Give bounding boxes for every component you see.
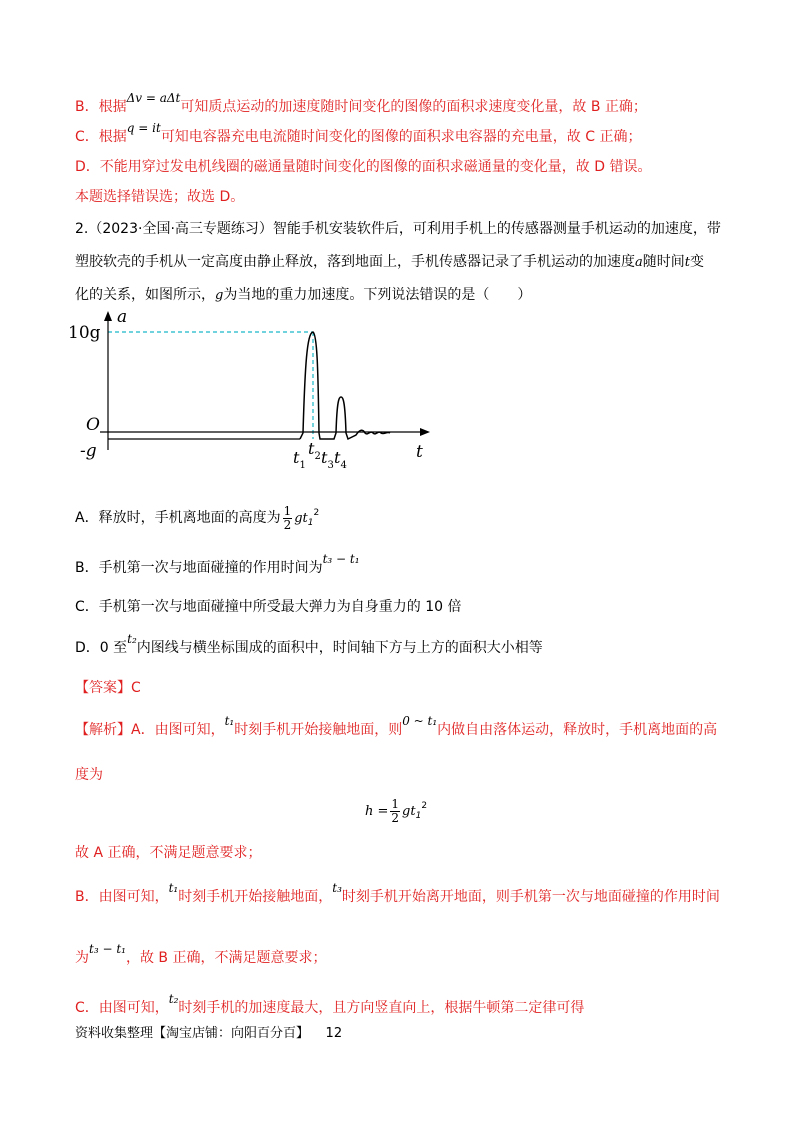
question-line-2: 塑胶软壳的手机从一定高度由静止释放，落到地面上，手机传感器记录了手机运动的加速度a随时间t变 (75, 254, 704, 270)
formula-t3-t1: t₃ − t₁ (322, 552, 360, 566)
equation-height: h = $\frac{1}{2}$ $gt_1^2$ (365, 796, 428, 825)
answer-label: 【答案】C (75, 680, 141, 696)
y-axis-arrow (104, 311, 112, 321)
x-axis-arrow (420, 428, 430, 436)
fraction: $\frac{1}{2}$ (283, 503, 292, 532)
page-number: 12 (325, 1026, 343, 1041)
analysis-c-line-1: C．由图可知，t₂时刻手机的加速度最大，且方向竖直向上，根据牛顿第二定律可得 (75, 992, 585, 1016)
tick-t2: $t_2$ (308, 439, 321, 462)
solution-c: C．根据q = it可知电容器充电电流随时间变化的图像的面积求电容器的充电量，故 C 正确； (75, 121, 642, 145)
solution-b: B．根据Δv = aΔt可知质点运动的加速度随时间变化的图像的面积求速度变化量，故 B 正确； (75, 91, 647, 115)
formula-t2: t₂ (127, 632, 137, 646)
solution-conclusion: 本题选择错误选；故选 D。 (75, 189, 245, 205)
y-axis-label: a (117, 307, 128, 327)
tick-t3: $t_3$ (321, 448, 334, 471)
question-line-1: 2.（2023·全国·高三专题练习）智能手机安装软件后，可利用手机上的传感器测量手机运动的加速度，带 (75, 221, 721, 237)
tick-t1: $t_1$ (293, 448, 306, 471)
question-line-3: 化的关系，如图所示，g为当地的重力加速度。下列说法错误的是（ ） (75, 287, 532, 303)
option-a: A．释放时，手机离地面的高度为 $\frac{1}{2}$ $gt_1^2$ (75, 503, 320, 532)
option-d: D．0 至t₂内图线与横坐标围成的面积中，时间轴下方与上方的面积大小相等 (75, 632, 543, 656)
formula-q: q = it (126, 121, 161, 135)
footer-text: 资料收集整理【淘宝店铺：向阳百分百】 (75, 1026, 310, 1041)
analysis-b-line-1: B．由图可知，t₁时刻手机开始接触地面，t₃时刻手机开始离开地面，则手机第一次与地面碰撞的作用时间 (75, 881, 720, 905)
solution-d: D．不能用穿过发电机线圈的磁通量随时间变化的图像的面积求磁通量的变化量，故 D 错误。 (75, 159, 652, 175)
option-b: B．手机第一次与地面碰撞的作用时间为t₃ − t₁ (75, 552, 360, 576)
analysis-b-line-2: 为t₃ − t₁，故 B 正确，不满足题意要求； (75, 942, 327, 966)
tick-t4: $t_4$ (334, 448, 347, 471)
option-c: C．手机第一次与地面碰撞中所受最大弹力为自身重力的 10 倍 (75, 599, 462, 615)
analysis-a-line-1: 【解析】A．由图可知，t₁时刻手机开始接触地面，则0 ~ t₁内做自由落体运动，释放时，手机离地面的高 (75, 714, 718, 738)
formula-dv: Δv = aΔt (126, 91, 181, 105)
page-footer (75, 1022, 342, 1041)
analysis-a-line-2: 度为 (75, 767, 103, 783)
analysis-a-conclusion: 故 A 正确，不满足题意要求； (75, 845, 262, 861)
label-10g: 10g (68, 323, 101, 343)
label-origin: O (86, 415, 100, 435)
x-axis-label: t (416, 442, 423, 462)
acceleration-time-graph (60, 305, 440, 480)
label-neg-g: -g (80, 441, 97, 461)
